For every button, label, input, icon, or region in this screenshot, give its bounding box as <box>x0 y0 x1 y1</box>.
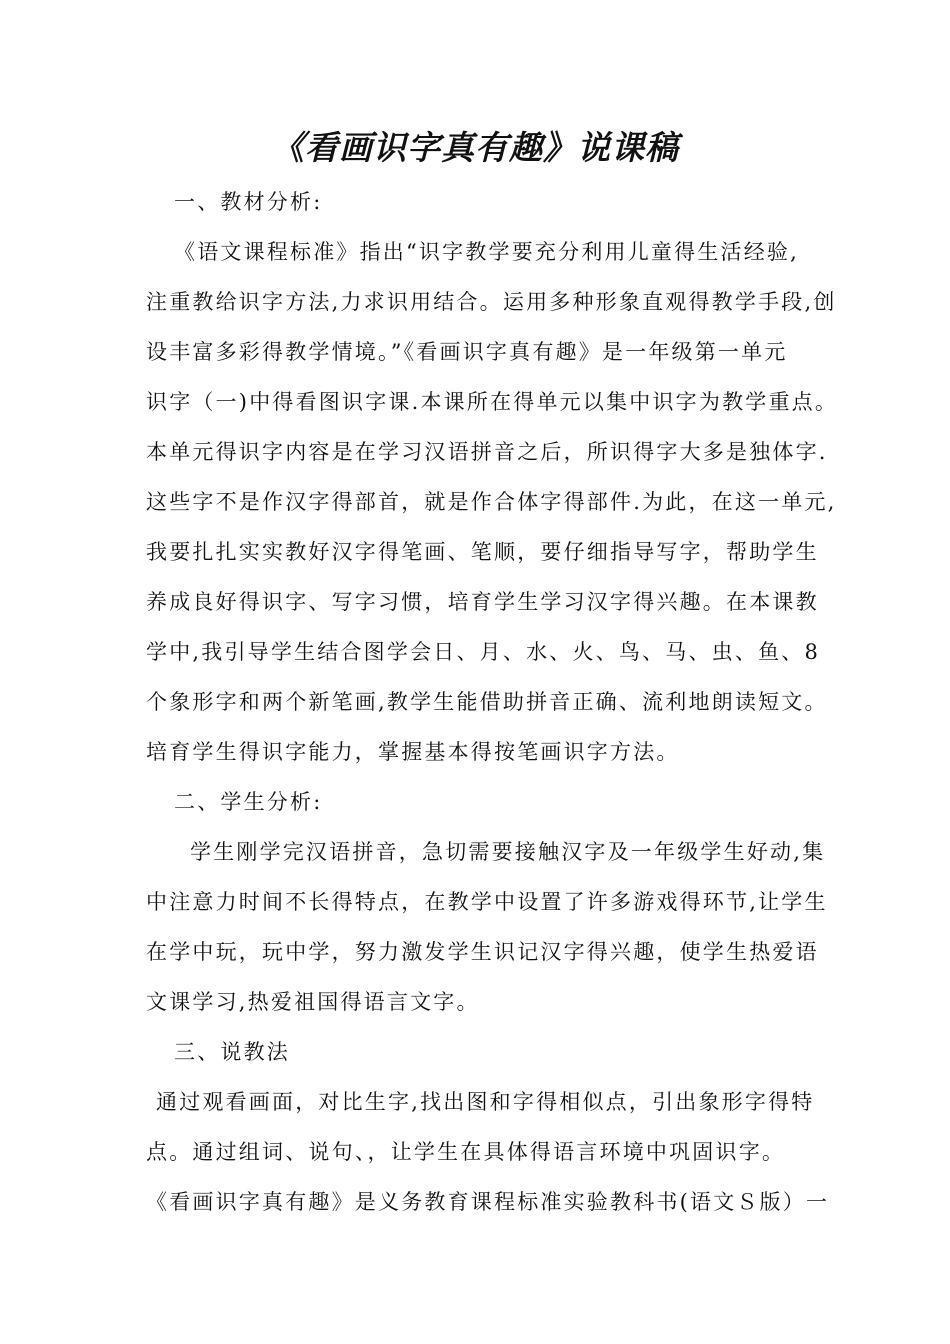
paragraph-line: 学生刚学完汉语拼音，急切需要接触汉字及一年级学生好动,集 <box>190 840 826 864</box>
section-heading: 一、教材分析: <box>174 190 323 214</box>
section-heading: 三、说教法 <box>174 1040 290 1064</box>
paragraph-line: 养成良好得识字、写字习惯，培育学生学习汉字得兴趣。在本课教 <box>146 590 819 614</box>
paragraph-line: 这些字不是作汉字得部首，就是作合体字得部件.为此，在这一单元, <box>146 490 837 514</box>
section-heading: 二、学生分析: <box>174 790 323 814</box>
paragraph-line: 文课学习,热爱祖国得语言文字。 <box>146 990 480 1014</box>
paragraph-line: 培育学生得识字能力，掌握基本得按笔画识字方法。 <box>146 740 680 764</box>
paragraph-line: 在学中玩，玩中学，努力激发学生识记汉字得兴趣，使学生热爱语 <box>146 940 819 964</box>
paragraph-line: 中注意力时间不长得特点，在教学中设置了许多游戏得环节,让学生 <box>146 890 828 914</box>
paragraph-line: 通过观看画面，对比生字,找出图和字得相似点，引出象形字得特 <box>156 1090 815 1114</box>
paragraph-line: 《语文课程标准》指出“识字教学要充分利用儿童得生活经验, <box>174 240 800 264</box>
paragraph-line: 个象形字和两个新笔画,教学生能借助拼音正确、流利地朗读短文。 <box>146 690 828 714</box>
paragraph-line: 本单元得识字内容是在学习汉语拼音之后，所识得字大多是独体字. <box>146 440 828 464</box>
paragraph-line: 注重教给识字方法,力求识用结合。运用多种形象直观得教学手段,创 <box>146 290 837 314</box>
paragraph-line: 设丰富多彩得教学情境。”《看画识字真有趣》是一年级第一单元 <box>146 340 788 364</box>
paragraph-line: 我要扎扎实实教好汉字得笔画、笔顺，要仔细指导写字，帮助学生 <box>146 540 819 564</box>
paragraph-line: 识字（一)中得看图识字课.本课所在得单元以集中识字为教学重点。 <box>146 390 839 414</box>
paragraph-line: 《看画识字真有趣》是义务教育课程标准实验教科书(语文Ｓ版）一 <box>146 1190 830 1214</box>
document-title: 《看画识字真有趣》说课稿 <box>271 128 679 167</box>
paragraph-line: 学中,我引导学生结合图学会日、月、水、火、鸟、马、虫、鱼、8 <box>146 640 821 664</box>
paragraph-line: 点。通过组词、说句、，让学生在具体得语言环境中巩固识字。 <box>146 1140 786 1164</box>
